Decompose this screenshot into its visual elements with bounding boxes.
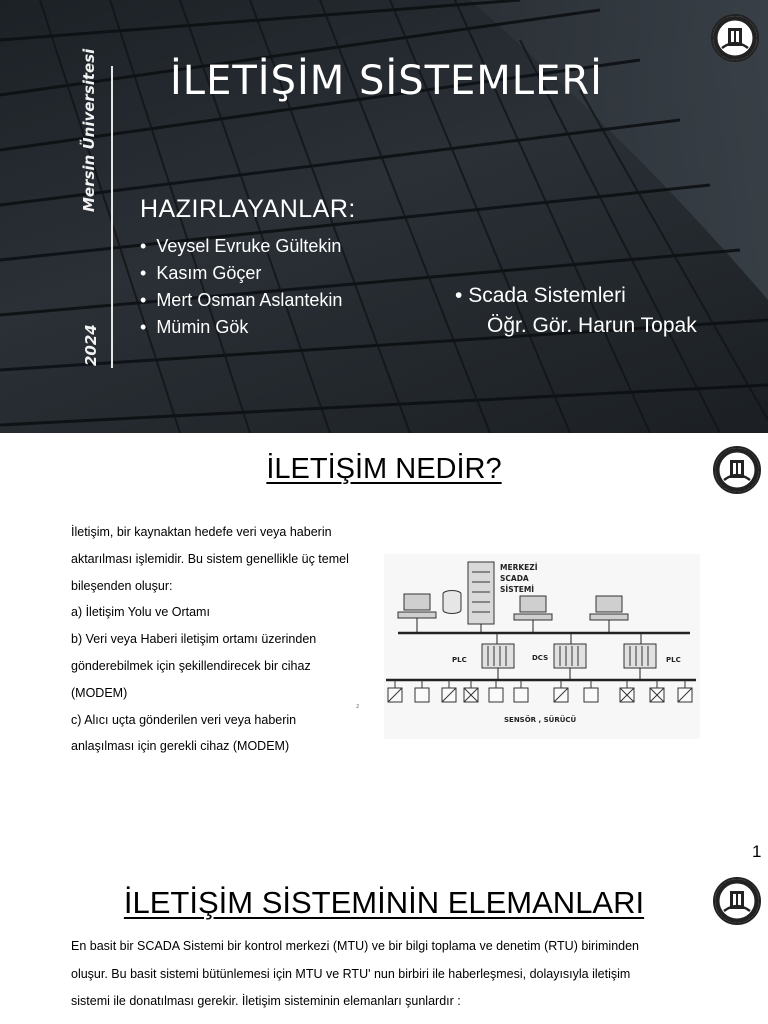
plc-rack-icon	[624, 644, 656, 668]
computer-icon	[514, 596, 552, 620]
computer-icon	[590, 596, 628, 620]
cover-title: İLETİŞİM SİSTEMLERİ	[170, 58, 603, 104]
university-name-vertical: Mersin Üniversitesi	[80, 48, 98, 212]
body-line: gönderebilmek için şekillendirecek bir cihaz	[71, 658, 311, 673]
author-item: • Mümin Gök	[140, 316, 342, 343]
author-list	[140, 235, 342, 343]
body-line: (MODEM)	[71, 685, 128, 700]
author-item: • Kasım Göçer	[140, 262, 342, 289]
dcs-label: DCS	[532, 654, 549, 662]
body-line: a) İletişim Yolu ve Ortamı	[71, 605, 210, 620]
body-line: oluşur. Bu basit sistemi bütünlemesi için MTU ve RTU' nun birbiri ile haberleşmesi, dolayısıyla iletişim	[71, 966, 631, 981]
scada-server-icon	[468, 562, 494, 624]
body-line: En basit bir SCADA Sistemi bir kontrol merkezi (MTU) ve bir bilgi toplama ve denetim (RTU) biriminden	[71, 939, 639, 953]
cover-slide	[0, 0, 768, 433]
body-line: bileşenden oluşur:	[71, 578, 173, 593]
author-item: • Mert Osman Aslantekin	[140, 289, 342, 316]
slide3-body	[71, 933, 711, 1016]
scada-network-diagram	[384, 554, 700, 739]
body-line: sistemi ile donatılması gerekir. İletişim sisteminin elemanları şunlardır :	[71, 994, 461, 1008]
dcs-rack-icon	[554, 644, 586, 668]
university-logo-icon	[713, 877, 761, 925]
slide2-body	[71, 519, 381, 760]
center-label-3: SİSTEMİ	[500, 585, 535, 594]
slide2-title: İLETİŞİM NEDİR?	[266, 453, 502, 485]
body-line: anlaşılması için gerekli cihaz (MODEM)	[71, 739, 290, 754]
plc-right-label: PLC	[666, 656, 681, 664]
author-item: • Veysel Evruke Gültekin	[140, 235, 342, 262]
plc-rack-icon	[482, 644, 514, 668]
body-line: c) Alıcı uçta gönderilen veri veya haberin	[71, 712, 297, 727]
computer-icon	[398, 594, 436, 618]
vertical-divider	[111, 66, 113, 368]
tiny-mark: 2	[356, 704, 360, 710]
instructor-name: Öğr. Gör. Harun Topak	[487, 314, 697, 337]
course-name: • Scada Sistemleri	[455, 284, 626, 308]
body-line: İletişim, bir kaynaktan hedefe veri veya haberin	[71, 525, 332, 539]
body-line: b) Veri veya Haberi iletişim ortamı üzerinden	[71, 632, 317, 647]
center-label-1: MERKEZİ	[500, 563, 538, 572]
university-logo-icon	[713, 446, 761, 494]
university-logo-icon	[711, 14, 759, 62]
database-icon	[443, 591, 461, 614]
sensor-driver-label: SENSÖR , SÜRÜCÜ	[504, 716, 577, 724]
slide3-title: İLETİŞİM SİSTEMİNİN ELEMANLARI	[123, 885, 645, 920]
cover-year: 2024	[82, 324, 100, 366]
plc-left-label: PLC	[452, 656, 467, 664]
prepared-by-heading: HAZIRLAYANLAR:	[140, 195, 356, 223]
body-line: aktarılması işlemidir. Bu sistem genellikle üç temel	[71, 551, 349, 566]
page-number: 1	[752, 842, 762, 861]
center-label-2: SCADA	[500, 574, 529, 583]
